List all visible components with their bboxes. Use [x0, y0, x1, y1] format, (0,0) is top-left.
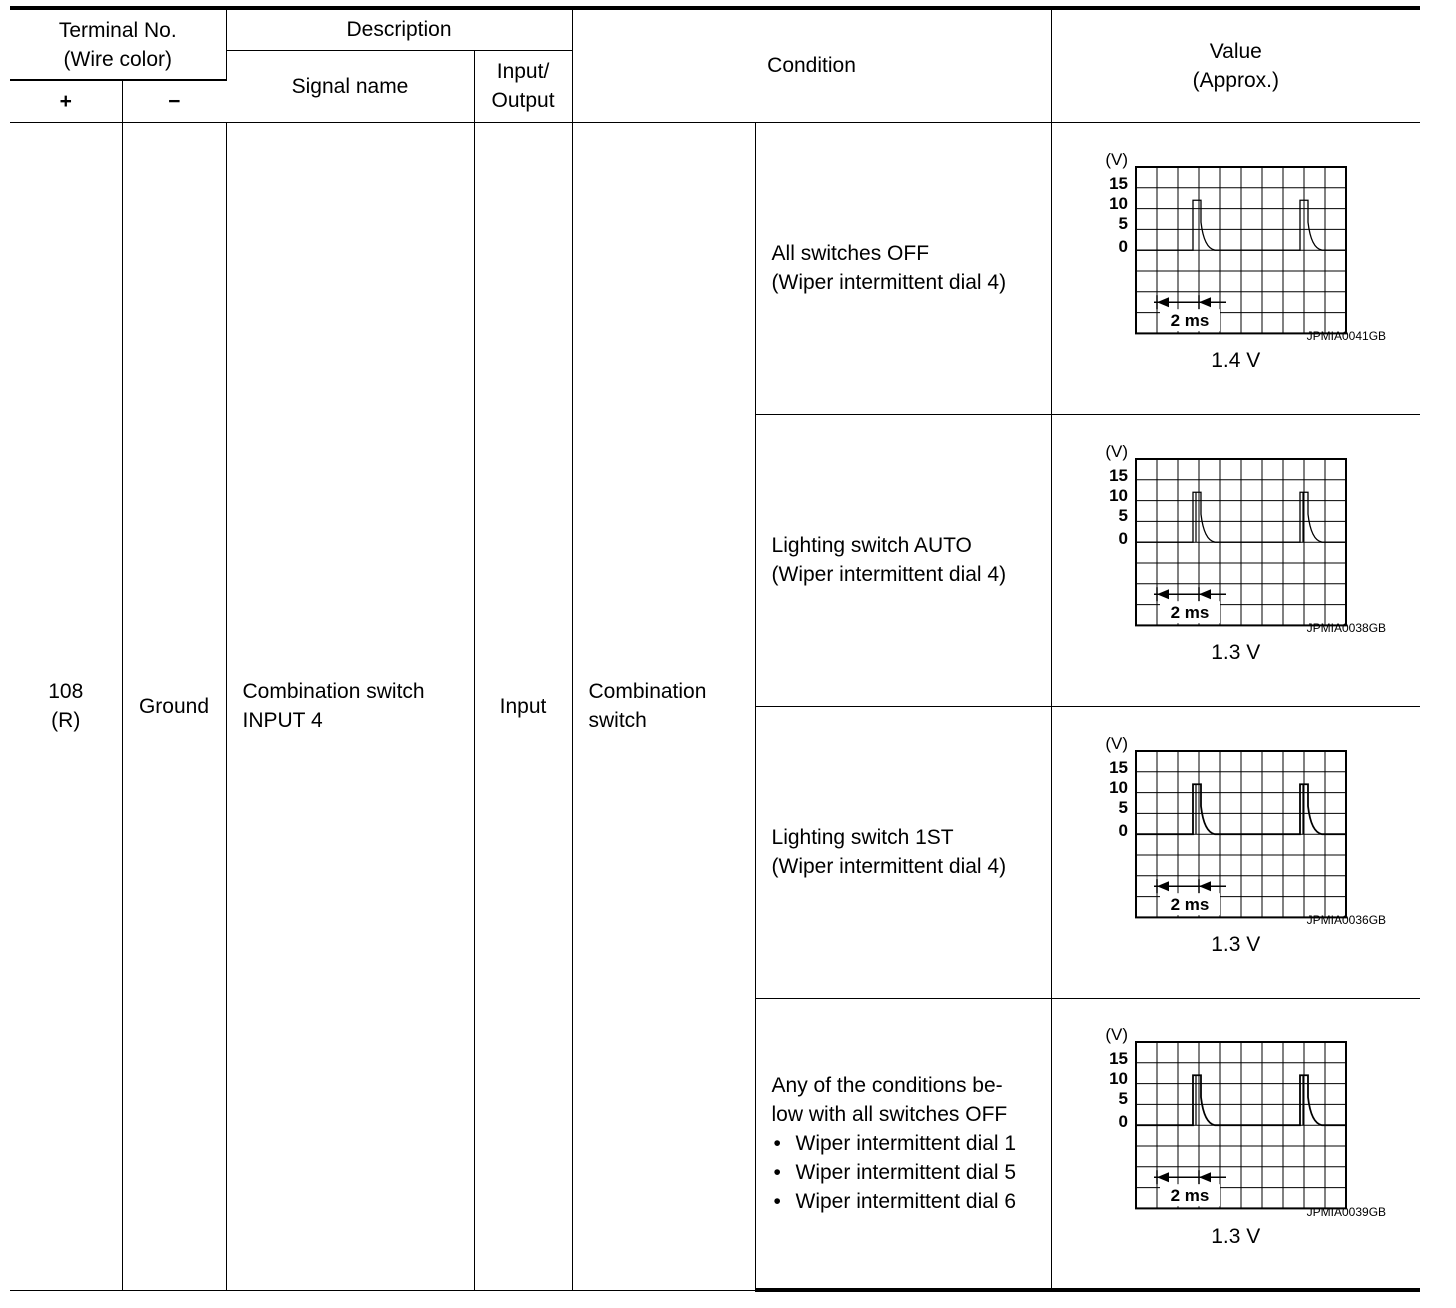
y-tick-10: 10 — [1108, 194, 1128, 213]
header-value-label: Value — [1209, 39, 1262, 63]
voltage-value: 1.3 V — [1211, 1224, 1261, 1248]
sub-condition-3 — [755, 706, 1051, 998]
unit-label: (V) — [1105, 734, 1128, 753]
header-approx-label: (Approx.) — [1192, 68, 1279, 92]
value-cell-1 — [1051, 122, 1420, 414]
oscilloscope-waveform — [1086, 431, 1386, 631]
signal-name-cell — [226, 122, 474, 1290]
header-plus: + — [10, 80, 122, 122]
header-wire-color-label: (Wire color) — [63, 47, 172, 71]
y-tick-0: 0 — [1118, 237, 1128, 256]
y-tick-0: 0 — [1118, 1112, 1128, 1132]
unit-label: (V) — [1105, 1025, 1128, 1045]
bullet-item: • Wiper intermittent dial 1 — [772, 1129, 1051, 1158]
sub-condition-line2: (Wiper intermittent dial 4) — [771, 563, 1007, 586]
sub-condition-line1: Lighting switch AUTO — [771, 534, 972, 557]
y-tick-15: 15 — [1108, 466, 1128, 485]
sub-condition-bullets — [772, 1129, 1051, 1216]
figure-id: JPMIA0036GB — [1306, 912, 1387, 927]
oscilloscope-waveform — [1086, 723, 1386, 923]
y-tick-15: 15 — [1108, 758, 1128, 777]
sub-condition-4 — [755, 998, 1051, 1290]
terminal-spec-table — [10, 6, 1420, 1292]
value-cell-3 — [1051, 706, 1420, 998]
header-minus: − — [122, 80, 226, 122]
figure-id: JPMIA0039GB — [1306, 1204, 1387, 1219]
bullet-item: • Wiper intermittent dial 5 — [772, 1158, 1051, 1187]
header-signal-name: Signal name — [226, 50, 474, 122]
condition-main-line1: Combination — [588, 680, 707, 703]
bullet-item: • Wiper intermittent dial 6 — [772, 1187, 1051, 1216]
voltage-value: 1.3 V — [1211, 640, 1261, 664]
figure-id: JPMIA0041GB — [1306, 328, 1387, 343]
sub-condition-line1: Lighting switch 1ST — [771, 826, 954, 849]
y-tick-10: 10 — [1108, 486, 1128, 505]
header-input-output — [474, 50, 572, 122]
io-cell: Input — [474, 122, 572, 1290]
time-scale-label: 2 ms — [1170, 1186, 1210, 1206]
terminal-minus-cell: Ground — [122, 122, 226, 1290]
figure-id: JPMIA0038GB — [1306, 620, 1387, 635]
unit-label: (V) — [1105, 442, 1128, 461]
sub-condition-line2: (Wiper intermittent dial 4) — [771, 855, 1007, 878]
unit-label: (V) — [1105, 150, 1128, 169]
y-tick-5: 5 — [1118, 214, 1128, 233]
terminal-number: 108 — [48, 680, 84, 703]
voltage-value: 1.4 V — [1211, 348, 1261, 372]
y-tick-10: 10 — [1108, 778, 1128, 797]
header-terminal-no — [10, 8, 226, 80]
value-cell-2 — [1051, 414, 1420, 706]
y-tick-5: 5 — [1118, 1089, 1128, 1109]
condition-main-line2: switch — [588, 709, 647, 732]
y-tick-5: 5 — [1118, 506, 1128, 525]
terminal-plus-cell — [10, 122, 122, 1290]
sub-condition-1 — [755, 122, 1051, 414]
sub-condition-line1: Any of the conditions be- — [771, 1073, 1003, 1097]
header-description: Description — [226, 8, 572, 50]
terminal-wire-color: (R) — [51, 709, 81, 732]
y-tick-5: 5 — [1118, 798, 1128, 817]
signal-name-line2: INPUT 4 — [242, 709, 323, 732]
oscilloscope-waveform — [1086, 1014, 1386, 1214]
time-scale-label: 2 ms — [1170, 311, 1210, 331]
y-tick-15: 15 — [1108, 1049, 1128, 1069]
oscilloscope-waveform — [1086, 139, 1386, 339]
time-scale-label: 2 ms — [1170, 895, 1210, 915]
y-tick-10: 10 — [1108, 1069, 1128, 1089]
header-condition: Condition — [572, 8, 1051, 122]
header-value — [1051, 8, 1420, 122]
time-scale-label: 2 ms — [1170, 603, 1210, 623]
header-input-label: Input/ — [496, 60, 550, 83]
y-tick-15: 15 — [1108, 174, 1128, 193]
y-tick-0: 0 — [1118, 821, 1128, 840]
signal-name-line1: Combination switch — [242, 680, 425, 703]
condition-main-cell — [572, 122, 755, 1290]
value-cell-4 — [1051, 998, 1420, 1290]
y-tick-0: 0 — [1118, 529, 1128, 548]
sub-condition-2 — [755, 414, 1051, 706]
header-output-label: Output — [491, 89, 555, 112]
sub-condition-line2: low with all switches OFF — [771, 1102, 1008, 1126]
sub-condition-line1: All switches OFF — [771, 242, 930, 265]
voltage-value: 1.3 V — [1211, 932, 1261, 956]
sub-condition-line2: (Wiper intermittent dial 4) — [771, 271, 1007, 294]
header-terminal-label: Terminal No. — [58, 18, 177, 42]
